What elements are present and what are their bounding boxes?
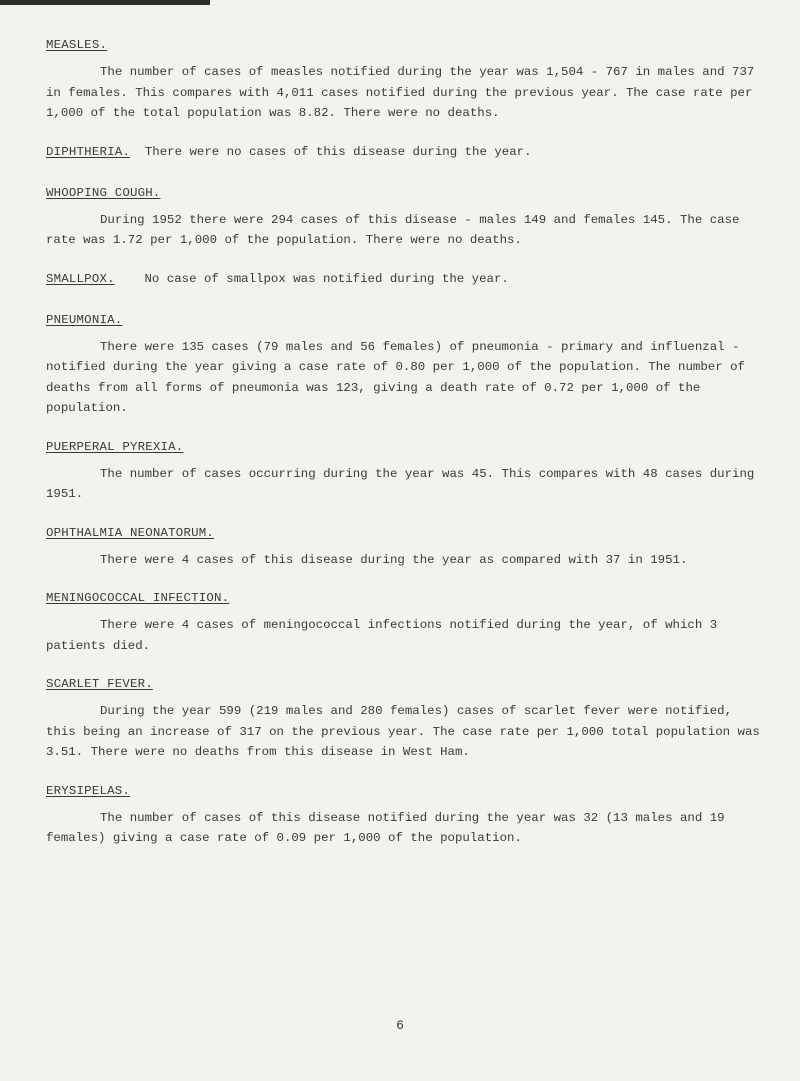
section-heading: DIPHTHERIA.: [46, 144, 130, 159]
section-text: The number of cases of measles notified during the year was 1,504 - 767 in males and 737 in females. This compares with 4,011 cases notified during the previous year. The case rate per 1,000 of the total population was 8.82. There were no deaths.: [46, 65, 755, 120]
document-page: [46, 35, 766, 849]
section-text: During 1952 there were 294 cases of this disease - males 149 and females 145. The case rate was 1.72 per 1,000 of the population. There were no deaths.: [46, 212, 740, 247]
section-ophthalmia-neonatorum: [46, 523, 766, 571]
section-text: There were 4 cases of meningococcal infections notified during the year, of which 3 patients died.: [46, 618, 718, 653]
section-text: There were 135 cases (79 males and 56 females) of pneumonia - primary and influenzal - notified during the year giving a case rate of 0.80 per 1,000 of the population. The number of deaths from all forms of pneumonia was 123, giving a death rate of 0.72 per 1,000 of the population.: [46, 339, 745, 415]
section-puerperal-pyrexia: [46, 437, 766, 505]
section-measles: [46, 35, 766, 124]
section-heading: PUERPERAL PYREXIA.: [46, 439, 184, 454]
section-heading: WHOOPING COUGH.: [46, 185, 161, 200]
section-text: No case of smallpox was notified during the year.: [144, 271, 509, 286]
section-whooping-cough: [46, 183, 766, 251]
section-text: During the year 599 (219 males and 280 females) cases of scarlet fever were notified, this being an increase of 317 on the previous year. The case rate per 1,000 total population was 3.51. There were no deaths from this disease in West Ham.: [46, 704, 760, 759]
section-heading: MENINGOCOCCAL INFECTION.: [46, 591, 230, 605]
section-text: There were 4 cases of this disease during the year as compared with 37 in 1951.: [100, 552, 688, 567]
section-text: The number of cases occurring during the year was 45. This compares with 48 cases during 1951.: [46, 466, 755, 501]
section-meningococcal-infection: [46, 588, 766, 656]
section-heading: SCARLET FEVER.: [46, 677, 153, 691]
section-smallpox: [46, 269, 766, 289]
section-pneumonia: [46, 310, 766, 419]
section-diphtheria: [46, 142, 766, 162]
section-scarlet-fever: [46, 674, 766, 763]
section-heading: OPHTHALMIA NEONATORUM.: [46, 525, 214, 540]
section-erysipelas: [46, 781, 766, 849]
section-heading: SMALLPOX.: [46, 271, 115, 286]
scan-edge-bar: [0, 0, 210, 5]
section-heading: PNEUMONIA.: [46, 312, 123, 327]
section-text: There were no cases of this disease during the year.: [144, 144, 532, 159]
section-text: The number of cases of this disease notified during the year was 32 (13 males and 19 females) giving a case rate of 0.09 per 1,000 of the population.: [46, 810, 725, 845]
section-heading: MEASLES.: [46, 38, 108, 52]
section-heading: ERYSIPELAS.: [46, 783, 130, 798]
page-number: 6: [396, 1018, 404, 1033]
